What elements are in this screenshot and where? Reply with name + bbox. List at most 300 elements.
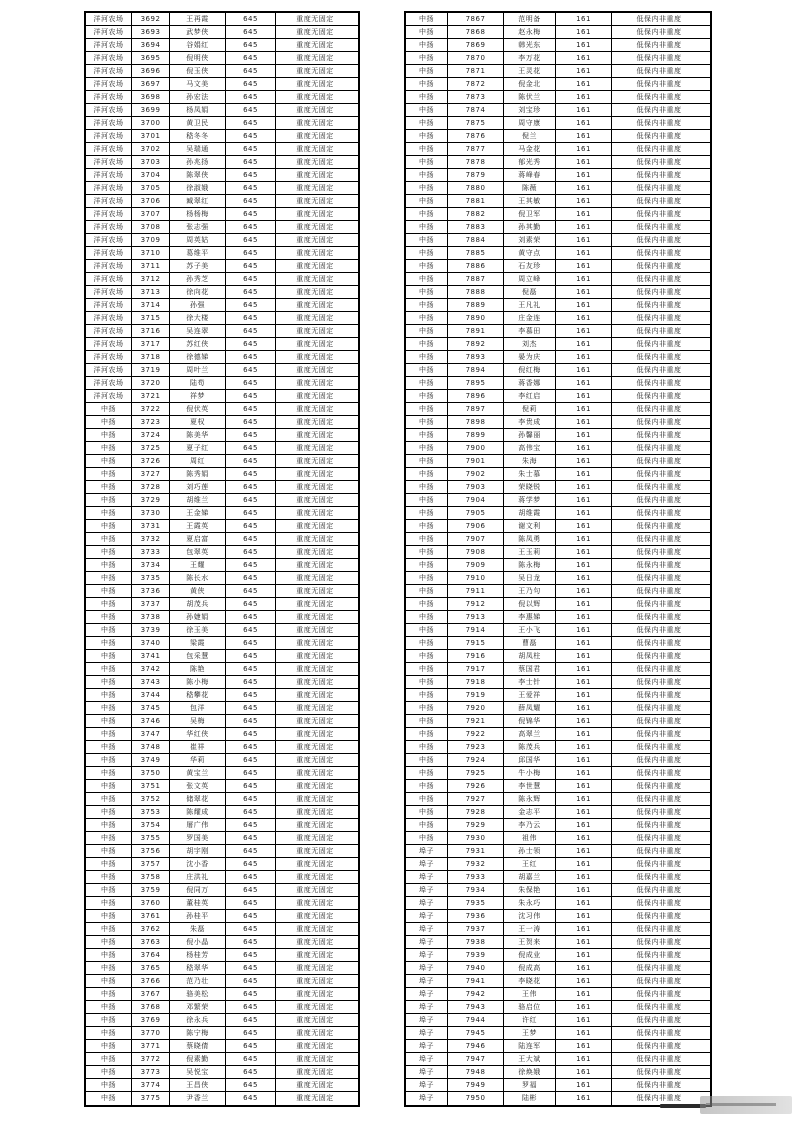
cell-amount: 161 — [556, 247, 612, 259]
cell-name: 蔡晓倩 — [170, 1040, 226, 1052]
cell-town: 洋河农场 — [86, 364, 132, 376]
cell-amount: 645 — [226, 104, 276, 116]
cell-seq: 7932 — [448, 858, 504, 870]
cell-name: 王大斌 — [504, 1053, 556, 1065]
cell-name: 孙兆扬 — [170, 156, 226, 168]
cell-amount: 161 — [556, 546, 612, 558]
cell-town: 中扬 — [86, 858, 132, 870]
cell-seq: 3723 — [132, 416, 170, 428]
cell-category: 重度无固定 — [296, 860, 334, 868]
cell-seq: 3745 — [132, 702, 170, 714]
table-row — [406, 780, 710, 793]
cell-seq: 7920 — [448, 702, 504, 714]
cell-category: 重度无固定 — [296, 288, 334, 296]
cell-town: 中扬 — [406, 130, 448, 142]
cell-town: 中扬 — [86, 611, 132, 623]
cell-category: 低保内非重度 — [636, 717, 682, 725]
cell-name: 罗福 — [504, 1079, 556, 1091]
cell-name: 朱磊 — [170, 923, 226, 935]
table-row — [406, 312, 710, 325]
cell-town: 洋河农场 — [86, 169, 132, 181]
cell-amount: 645 — [226, 260, 276, 272]
cell-amount: 161 — [556, 1014, 612, 1026]
cell-seq: 7877 — [448, 143, 504, 155]
cell-name: 吴连翠 — [170, 325, 226, 337]
cell-seq: 7946 — [448, 1040, 504, 1052]
cell-amount: 161 — [556, 1001, 612, 1013]
cell-amount: 645 — [226, 286, 276, 298]
table-row — [86, 962, 358, 975]
cell-name: 武梦侠 — [170, 26, 226, 38]
cell-category: 重度无固定 — [296, 1029, 334, 1037]
cell-category: 重度无固定 — [296, 678, 334, 686]
cell-town: 中扬 — [86, 650, 132, 662]
cell-name: 陈凤勇 — [504, 533, 556, 545]
table-row — [406, 910, 710, 923]
cell-amount: 645 — [226, 780, 276, 792]
cell-seq: 3743 — [132, 676, 170, 688]
cell-amount: 161 — [556, 39, 612, 51]
cell-name: 周英姑 — [170, 234, 226, 246]
cell-amount: 161 — [556, 130, 612, 142]
cell-amount: 645 — [226, 767, 276, 779]
cell-amount: 161 — [556, 884, 612, 896]
cell-category: 低保内非重度 — [636, 392, 682, 400]
cell-town: 中扬 — [406, 598, 448, 610]
cell-seq: 3748 — [132, 741, 170, 753]
cell-seq: 3729 — [132, 494, 170, 506]
cell-category: 低保内非重度 — [636, 145, 682, 153]
table-row — [86, 1079, 358, 1092]
cell-name: 蒋峰春 — [504, 169, 556, 181]
cell-seq: 3733 — [132, 546, 170, 558]
table-row — [406, 299, 710, 312]
cell-name: 王梦 — [504, 1027, 556, 1039]
cell-category: 低保内非重度 — [636, 431, 682, 439]
cell-category: 低保内非重度 — [636, 327, 682, 335]
table-row — [406, 442, 710, 455]
cell-name: 倪成业 — [504, 949, 556, 961]
cell-amount: 645 — [226, 962, 276, 974]
cell-seq: 3754 — [132, 819, 170, 831]
cell-town: 中扬 — [86, 585, 132, 597]
cell-category: 重度无固定 — [296, 54, 334, 62]
table-row — [86, 299, 358, 312]
cell-town: 中扬 — [406, 754, 448, 766]
cell-category: 低保内非重度 — [636, 67, 682, 75]
table-row — [406, 364, 710, 377]
cell-category: 低保内非重度 — [636, 470, 682, 478]
cell-amount: 645 — [226, 689, 276, 701]
cell-name: 董桂英 — [170, 897, 226, 909]
cell-town: 中扬 — [406, 455, 448, 467]
cell-town: 中扬 — [86, 663, 132, 675]
table-row — [86, 208, 358, 221]
cell-town: 中扬 — [406, 273, 448, 285]
cell-category: 低保内非重度 — [636, 795, 682, 803]
cell-seq: 7949 — [448, 1079, 504, 1091]
table-row — [406, 390, 710, 403]
table-row — [406, 351, 710, 364]
table-row — [86, 455, 358, 468]
cell-category: 低保内非重度 — [636, 457, 682, 465]
cell-category: 低保内非重度 — [636, 574, 682, 582]
cell-amount: 645 — [226, 494, 276, 506]
cell-seq: 3705 — [132, 182, 170, 194]
cell-category: 重度无固定 — [296, 925, 334, 933]
cell-town: 中扬 — [86, 507, 132, 519]
cell-town: 埠子 — [406, 1079, 448, 1091]
cell-seq: 3727 — [132, 468, 170, 480]
table-row — [406, 91, 710, 104]
table-row — [86, 1001, 358, 1014]
cell-town: 中扬 — [86, 949, 132, 961]
cell-seq: 7898 — [448, 416, 504, 428]
cell-category: 低保内非重度 — [636, 522, 682, 530]
cell-name: 朱海 — [504, 455, 556, 467]
cell-town: 中扬 — [86, 1040, 132, 1052]
cell-town: 洋河农场 — [86, 156, 132, 168]
cell-amount: 645 — [226, 949, 276, 961]
cell-name: 苏子美 — [170, 260, 226, 272]
cell-town: 洋河农场 — [86, 91, 132, 103]
cell-seq: 7918 — [448, 676, 504, 688]
cell-category: 重度无固定 — [296, 15, 334, 23]
cell-name: 徐德娣 — [170, 351, 226, 363]
table-row — [406, 104, 710, 117]
cell-name: 王玉莉 — [504, 546, 556, 558]
cell-amount: 161 — [556, 1040, 612, 1052]
cell-amount: 645 — [226, 312, 276, 324]
table-row — [406, 715, 710, 728]
cell-amount: 161 — [556, 559, 612, 571]
cell-town: 中扬 — [86, 572, 132, 584]
cell-amount: 645 — [226, 416, 276, 428]
cell-amount: 645 — [226, 169, 276, 181]
cell-name: 倪锦华 — [504, 715, 556, 727]
cell-category: 低保内非重度 — [636, 886, 682, 894]
cell-town: 中扬 — [406, 364, 448, 376]
cell-amount: 161 — [556, 312, 612, 324]
cell-town: 中扬 — [406, 52, 448, 64]
cell-name: 王耀 — [170, 559, 226, 571]
cell-name: 陈秀娟 — [170, 468, 226, 480]
cell-amount: 161 — [556, 806, 612, 818]
cell-town: 中扬 — [406, 572, 448, 584]
cell-town: 埠子 — [406, 897, 448, 909]
cell-seq: 3737 — [132, 598, 170, 610]
cell-town: 中扬 — [86, 806, 132, 818]
cell-amount: 161 — [556, 962, 612, 974]
table-row — [86, 611, 358, 624]
table-row — [406, 377, 710, 390]
cell-category: 重度无固定 — [296, 28, 334, 36]
cell-name: 李惠娣 — [504, 611, 556, 623]
cell-amount: 161 — [556, 1092, 612, 1105]
table-row — [406, 1053, 710, 1066]
cell-amount: 645 — [226, 1092, 276, 1105]
cell-seq: 3768 — [132, 1001, 170, 1013]
cell-category: 重度无固定 — [296, 1042, 334, 1050]
cell-name: 邱国华 — [504, 754, 556, 766]
table-row — [406, 273, 710, 286]
cell-seq: 7910 — [448, 572, 504, 584]
cell-amount: 161 — [556, 182, 612, 194]
cell-seq: 7924 — [448, 754, 504, 766]
cell-category: 重度无固定 — [296, 834, 334, 842]
cell-town: 中扬 — [406, 91, 448, 103]
table-row — [406, 507, 710, 520]
cell-town: 中扬 — [86, 1001, 132, 1013]
cell-amount: 161 — [556, 1066, 612, 1078]
cell-name: 周立峰 — [504, 273, 556, 285]
cell-town: 中扬 — [406, 533, 448, 545]
cell-seq: 7873 — [448, 91, 504, 103]
cell-name: 包采慧 — [170, 650, 226, 662]
cell-name: 陈伏兰 — [504, 91, 556, 103]
cell-category: 低保内非重度 — [636, 847, 682, 855]
cell-amount: 161 — [556, 767, 612, 779]
table-row — [86, 91, 358, 104]
table-row — [406, 429, 710, 442]
cell-category: 低保内非重度 — [636, 652, 682, 660]
cell-category: 低保内非重度 — [636, 80, 682, 88]
cell-name: 陈美华 — [170, 429, 226, 441]
cell-town: 埠子 — [406, 1066, 448, 1078]
cell-amount: 645 — [226, 1066, 276, 1078]
table-row — [86, 702, 358, 715]
cell-seq: 3744 — [132, 689, 170, 701]
table-row — [406, 572, 710, 585]
cell-amount: 161 — [556, 650, 612, 662]
cell-category: 低保内非重度 — [636, 379, 682, 387]
cell-seq: 3696 — [132, 65, 170, 77]
cell-town: 洋河农场 — [86, 351, 132, 363]
cell-seq: 3752 — [132, 793, 170, 805]
cell-seq: 3710 — [132, 247, 170, 259]
table-row — [406, 728, 710, 741]
cell-category: 低保内非重度 — [636, 925, 682, 933]
table-row — [86, 533, 358, 546]
cell-category: 重度无固定 — [296, 821, 334, 829]
cell-town: 中扬 — [406, 780, 448, 792]
cell-seq: 7893 — [448, 351, 504, 363]
cell-category: 低保内非重度 — [636, 678, 682, 686]
cell-seq: 3759 — [132, 884, 170, 896]
cell-amount: 161 — [556, 598, 612, 610]
table-row — [86, 767, 358, 780]
cell-category: 重度无固定 — [296, 717, 334, 725]
cell-name: 李乃云 — [504, 819, 556, 831]
cell-category: 低保内非重度 — [636, 1029, 682, 1037]
cell-town: 中扬 — [86, 962, 132, 974]
cell-category: 低保内非重度 — [636, 93, 682, 101]
cell-seq: 7928 — [448, 806, 504, 818]
cell-amount: 161 — [556, 988, 612, 1000]
cell-amount: 161 — [556, 611, 612, 623]
cell-seq: 3732 — [132, 533, 170, 545]
cell-amount: 161 — [556, 26, 612, 38]
cell-amount: 161 — [556, 871, 612, 883]
cell-category: 低保内非重度 — [636, 704, 682, 712]
table-row — [86, 1092, 358, 1105]
cell-seq: 3694 — [132, 39, 170, 51]
cell-town: 中扬 — [86, 702, 132, 714]
scan-artifact-watermark-smudge — [700, 1096, 792, 1114]
cell-name: 黄卫民 — [170, 117, 226, 129]
cell-amount: 645 — [226, 728, 276, 740]
table-row — [86, 364, 358, 377]
cell-amount: 161 — [556, 975, 612, 987]
cell-amount: 161 — [556, 325, 612, 337]
cell-name: 刘素荣 — [504, 234, 556, 246]
cell-name: 屠广伟 — [170, 819, 226, 831]
cell-amount: 161 — [556, 741, 612, 753]
cell-town: 中扬 — [406, 637, 448, 649]
cell-seq: 7950 — [448, 1092, 504, 1105]
table-row — [406, 78, 710, 91]
cell-name: 陈永辉 — [504, 793, 556, 805]
table-row — [406, 156, 710, 169]
cell-seq: 7881 — [448, 195, 504, 207]
cell-amount: 645 — [226, 26, 276, 38]
cell-category: 重度无固定 — [296, 483, 334, 491]
table-row — [406, 52, 710, 65]
cell-name: 陈小梅 — [170, 676, 226, 688]
cell-category: 低保内非重度 — [636, 1042, 682, 1050]
cell-seq: 3693 — [132, 26, 170, 38]
cell-seq: 3698 — [132, 91, 170, 103]
cell-amount: 161 — [556, 286, 612, 298]
cell-amount: 161 — [556, 1053, 612, 1065]
cell-name: 石友珍 — [504, 260, 556, 272]
cell-amount: 645 — [226, 585, 276, 597]
cell-name: 韩光东 — [504, 39, 556, 51]
table-row — [86, 923, 358, 936]
cell-town: 埠子 — [406, 1027, 448, 1039]
cell-amount: 645 — [226, 442, 276, 454]
cell-amount: 645 — [226, 650, 276, 662]
table-row — [406, 637, 710, 650]
table-row — [406, 663, 710, 676]
table-row — [86, 429, 358, 442]
cell-amount: 645 — [226, 741, 276, 753]
cell-town: 中扬 — [406, 390, 448, 402]
cell-seq: 7897 — [448, 403, 504, 415]
cell-name: 曹磊 — [504, 637, 556, 649]
cell-name: 陈翠侠 — [170, 169, 226, 181]
cell-town: 中扬 — [406, 208, 448, 220]
cell-category: 重度无固定 — [296, 93, 334, 101]
cell-name: 孙秀芝 — [170, 273, 226, 285]
cell-town: 洋河农场 — [86, 325, 132, 337]
cell-seq: 3711 — [132, 260, 170, 272]
table-row — [406, 13, 710, 26]
cell-category: 重度无固定 — [296, 262, 334, 270]
cell-name: 崔祥 — [170, 741, 226, 753]
cell-category: 重度无固定 — [296, 912, 334, 920]
cell-category: 重度无固定 — [296, 145, 334, 153]
cell-category: 重度无固定 — [296, 522, 334, 530]
cell-amount: 645 — [226, 520, 276, 532]
cell-category: 重度无固定 — [296, 808, 334, 816]
cell-amount: 645 — [226, 975, 276, 987]
cell-town: 洋河农场 — [86, 39, 132, 51]
cell-town: 埠子 — [406, 936, 448, 948]
cell-seq: 7923 — [448, 741, 504, 753]
table-row — [86, 806, 358, 819]
cell-amount: 161 — [556, 793, 612, 805]
cell-seq: 3725 — [132, 442, 170, 454]
cell-name: 薛凤耀 — [504, 702, 556, 714]
cell-town: 洋河农场 — [86, 221, 132, 233]
cell-name: 胡嘉兰 — [504, 871, 556, 883]
cell-name: 王其敏 — [504, 195, 556, 207]
cell-name: 陆彬 — [504, 1092, 556, 1105]
cell-category: 低保内非重度 — [636, 782, 682, 790]
cell-town: 中扬 — [86, 481, 132, 493]
cell-seq: 3707 — [132, 208, 170, 220]
table-row — [406, 403, 710, 416]
cell-amount: 161 — [556, 676, 612, 688]
table-row — [86, 1053, 358, 1066]
cell-seq: 3712 — [132, 273, 170, 285]
cell-category: 低保内非重度 — [636, 691, 682, 699]
cell-town: 中扬 — [86, 871, 132, 883]
cell-seq: 3750 — [132, 767, 170, 779]
cell-amount: 645 — [226, 325, 276, 337]
cell-seq: 3738 — [132, 611, 170, 623]
cell-category: 重度无固定 — [296, 769, 334, 777]
cell-town: 中扬 — [406, 247, 448, 259]
cell-name: 倪红梅 — [504, 364, 556, 376]
cell-seq: 3763 — [132, 936, 170, 948]
cell-category: 重度无固定 — [296, 405, 334, 413]
cell-category: 低保内非重度 — [636, 1003, 682, 1011]
cell-town: 洋河农场 — [86, 312, 132, 324]
cell-name: 胡凤柱 — [504, 650, 556, 662]
cell-seq: 3767 — [132, 988, 170, 1000]
cell-amount: 645 — [226, 481, 276, 493]
cell-name: 陈长水 — [170, 572, 226, 584]
table-row — [406, 533, 710, 546]
cell-category: 重度无固定 — [296, 119, 334, 127]
cell-name: 王霞英 — [170, 520, 226, 532]
cell-category: 低保内非重度 — [636, 587, 682, 595]
table-row — [86, 182, 358, 195]
cell-name: 陈宁梅 — [170, 1027, 226, 1039]
cell-amount: 161 — [556, 624, 612, 636]
cell-category: 低保内非重度 — [636, 236, 682, 244]
cell-name: 蒋学梦 — [504, 494, 556, 506]
cell-name: 孙其勤 — [504, 221, 556, 233]
cell-name: 夏权 — [170, 416, 226, 428]
cell-name: 黄宝兰 — [170, 767, 226, 779]
cell-category: 低保内非重度 — [636, 821, 682, 829]
cell-name: 谷娟红 — [170, 39, 226, 51]
cell-category: 重度无固定 — [296, 990, 334, 998]
cell-name: 刘宝珍 — [504, 104, 556, 116]
cell-amount: 161 — [556, 351, 612, 363]
cell-amount: 645 — [226, 676, 276, 688]
table-row — [406, 546, 710, 559]
table-row — [406, 1014, 710, 1027]
cell-name: 黄侠 — [170, 585, 226, 597]
cell-town: 中扬 — [86, 494, 132, 506]
table-row — [406, 520, 710, 533]
cell-town: 洋河农场 — [86, 247, 132, 259]
cell-town: 埠子 — [406, 923, 448, 935]
